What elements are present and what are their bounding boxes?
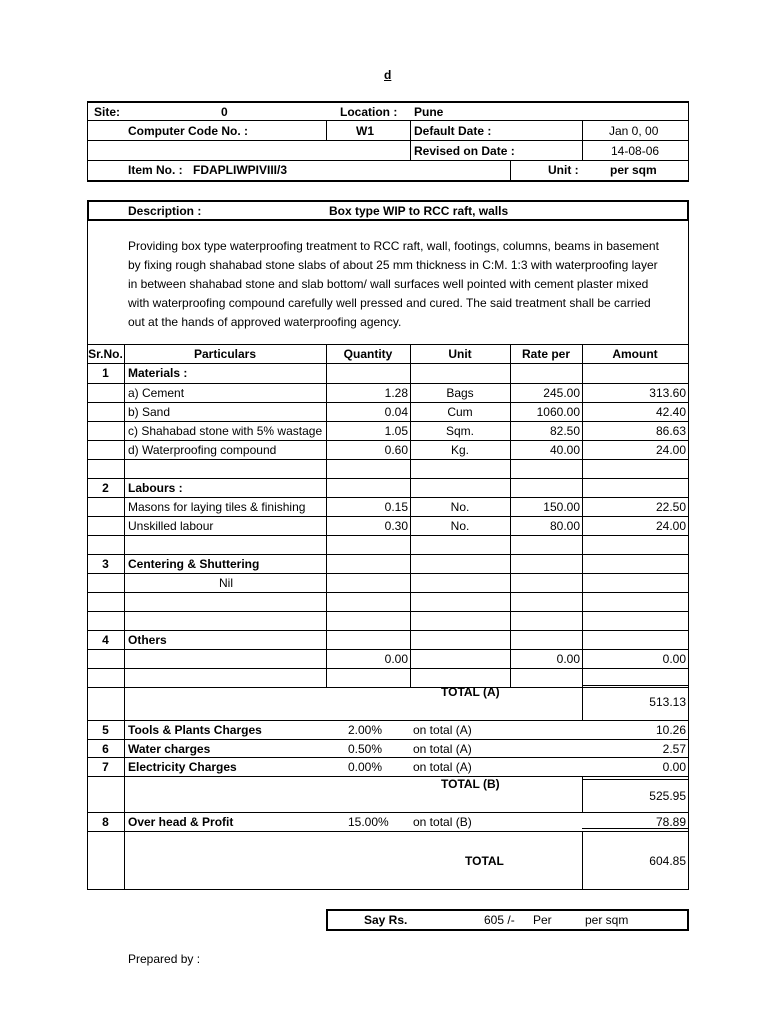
item-no-value: FDAPLIWPIVIII/3 xyxy=(193,163,288,177)
revised-date-value: 14-08-06 xyxy=(611,144,660,158)
total-a-label: TOTAL (A) xyxy=(441,685,500,699)
revised-date-label: Revised on Date : xyxy=(414,144,515,158)
say-rs-unit: per sqm xyxy=(585,913,629,927)
col-amount: Amount xyxy=(612,347,658,361)
col-srno: Sr.No. xyxy=(88,347,123,361)
header-mark: d xyxy=(384,68,392,82)
section-title-materials: Materials : xyxy=(128,366,188,380)
location-label: Location : xyxy=(340,105,398,119)
grand-total-value: 604.85 xyxy=(649,854,686,868)
unit-value: per sqm xyxy=(610,163,657,177)
section-no: 3 xyxy=(102,557,109,571)
say-rs-label: Say Rs. xyxy=(364,913,408,927)
computer-code-label: Computer Code No. : xyxy=(128,124,248,138)
centering-note: Nil xyxy=(219,576,233,590)
computer-code-value: W1 xyxy=(356,124,374,138)
say-rs-value: 605 /- xyxy=(484,913,515,927)
description-label: Description : xyxy=(128,204,202,218)
col-particulars: Particulars xyxy=(193,347,257,361)
say-rs-per: Per xyxy=(533,913,552,927)
item-no-label: Item No. : xyxy=(128,163,183,177)
location-value: Pune xyxy=(414,105,444,119)
default-date-value: Jan 0, 00 xyxy=(609,124,659,138)
section-no: 2 xyxy=(102,481,109,495)
site-value: 0 xyxy=(221,105,228,119)
total-b-label: TOTAL (B) xyxy=(441,777,500,791)
section-title-labours: Labours : xyxy=(128,481,183,495)
unit-label: Unit : xyxy=(548,163,579,177)
total-a-value: 513.13 xyxy=(649,695,686,709)
section-no: 4 xyxy=(102,633,109,647)
prepared-by: Prepared by : xyxy=(128,952,201,966)
description-value: Box type WIP to RCC raft, walls xyxy=(329,204,509,218)
description-text: Providing box type waterproofing treatment to RCC raft, wall, footings, columns, beams in basement by fixing rough shahabad stone slabs of about 25 mm thickness in C:M. 1:3 with waterproofing layer in between shahabad stone and slab bottom/ wall surfaces well pointed with cement plaster mixed with waterproofing compound carefully well pressed and cured. The said treatment shall be carried out at the hands of approved waterproofing agency. xyxy=(128,239,659,329)
total-b-value: 525.95 xyxy=(649,789,686,803)
section-title-centering: Centering & Shuttering xyxy=(128,557,260,571)
default-date-label: Default Date : xyxy=(414,124,492,138)
section-title-others: Others xyxy=(128,633,167,647)
grand-total-label: TOTAL xyxy=(465,854,504,868)
col-quantity: Quantity xyxy=(343,347,393,361)
section-no: 1 xyxy=(102,366,109,380)
col-rate: Rate per xyxy=(521,347,571,361)
col-unit: Unit xyxy=(448,347,472,361)
site-label: Site: xyxy=(94,105,121,119)
